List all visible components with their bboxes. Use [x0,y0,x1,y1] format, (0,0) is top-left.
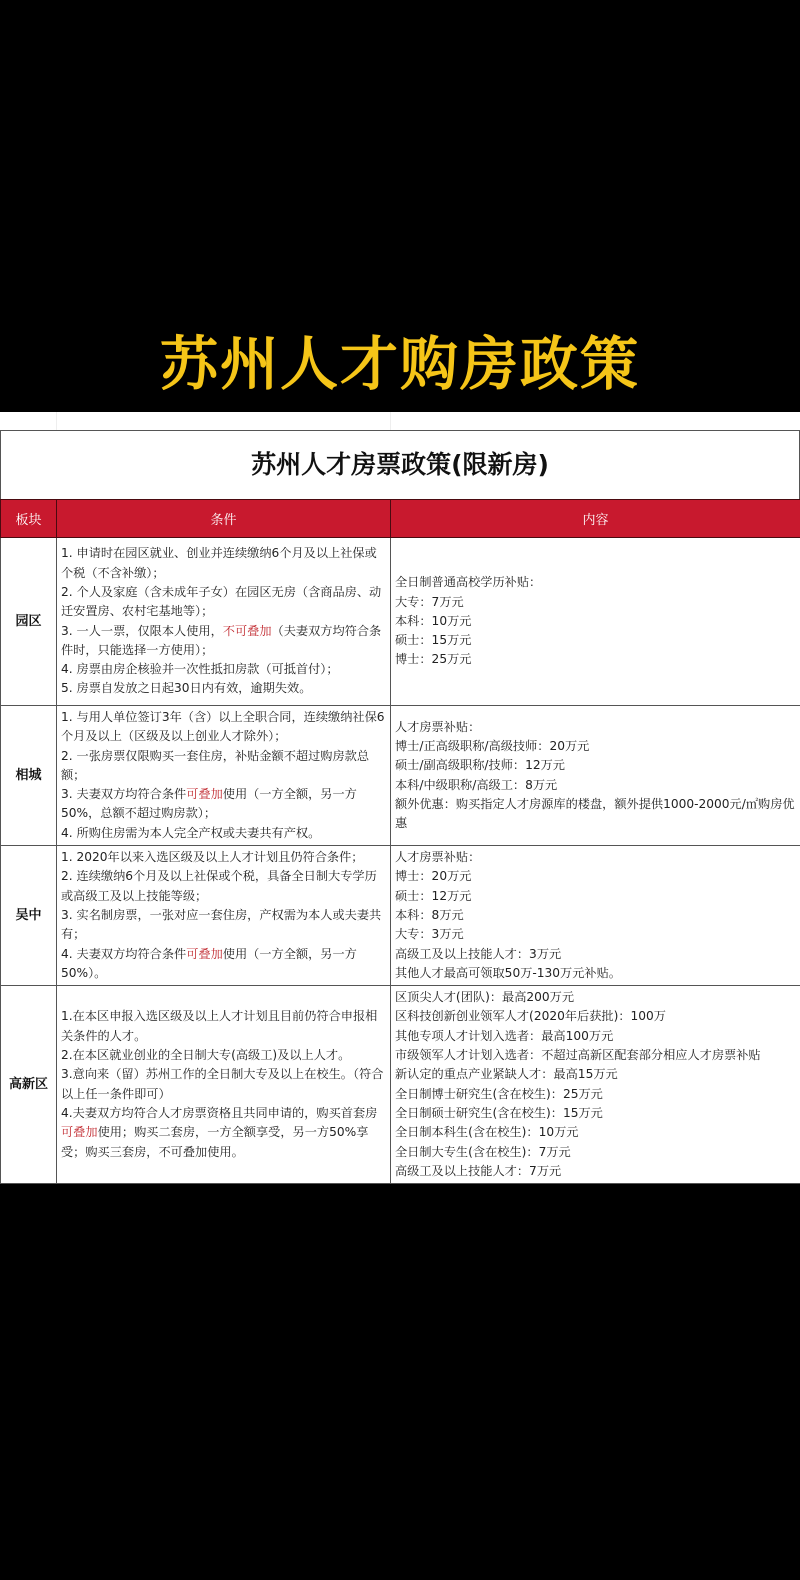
content-item: 区科技创新创业领军人才(2020年后获批)：100万 [395,1009,666,1024]
condition-item [61,708,386,747]
gridline [390,412,391,430]
condition-item [61,1007,386,1046]
condition-item [61,1104,386,1162]
content-item: 人才房票补贴： [395,719,481,734]
content-item: 全日制本科生(含在校生)：10万元 [395,1125,579,1140]
content-item: 博士：25万元 [395,652,472,667]
content-item: 全日制硕士研究生(含在校生)：15万元 [395,1105,603,1120]
condition-text: 3. 夫妻双方均符合条件 [61,787,187,802]
content-item: 全日制博士研究生(含在校生)：25万元 [395,1086,603,1101]
condition-text: 2. 个人及家庭（含未成年子女）在园区无房（含商品房、动迁安置房、农村宅基地等）； [61,584,382,619]
condition-item [61,785,386,824]
condition-item [61,622,386,661]
banner-title: 苏州人才购房政策 [159,330,640,398]
content-cell [391,538,800,706]
table-header-row [1,500,800,538]
condition-text: 1. 2020年以来入选区级及以上人才计划且仍符合条件； [61,850,364,865]
table-row [1,846,800,986]
condition-item [61,945,386,984]
content-cell [391,986,800,1184]
highlight-text: 不可叠加 [222,623,272,638]
content-item: 市级领军人才计划入选者：不超过高新区配套部分相应人才房票补贴 [395,1048,761,1063]
zone-cell: 高新区 [1,986,57,1184]
policy-table [0,499,800,1184]
condition-text: 2.在本区就业创业的全日制大专(高级工)及以上人才。 [61,1048,351,1063]
header-zone: 板块 [1,500,57,538]
gridline [56,412,57,430]
content-cell [391,846,800,986]
condition-text: 使用（一方全额，另一方50%，总额不超过购房款）； [61,787,357,821]
header-conditions: 条件 [57,500,391,538]
spreadsheet-gap-row [0,412,800,431]
condition-item [61,906,386,945]
zone-cell: 园区 [1,538,57,706]
content-item: 硕士：15万元 [395,633,472,648]
condition-item [61,1046,386,1065]
condition-text: 4.夫妻双方均符合人才房票资格且共同申请的，购买首套房 [61,1105,378,1120]
content-cell [391,706,800,846]
condition-text: 4. 所购住房需为本人完全产权或夫妻共有产权。 [61,825,321,840]
policy-sheet [0,430,800,1184]
content-item: 本科/中级职称/高级工：8万元 [395,777,558,792]
table-row [1,538,800,706]
condition-text: 4. 房票由房企核验并一次性抵扣房款（可抵首付）； [61,662,339,677]
condition-text: 3.意向来（留）苏州工作的全日制大专及以上在校生。（符合以上任一条件即可） [61,1067,384,1101]
condition-text: （夫妻双方均符合条件时，只能选择一方使用）； [61,623,382,657]
condition-text: 2. 连续缴纳6个月及以上社保或个税，具备全日制大专学历或高级工及以上技能等级； [61,869,377,903]
content-item: 人才房票补贴： [395,850,481,865]
content-item: 大专：3万元 [395,927,464,942]
condition-text: 1. 申请时在园区就业、创业并连续缴纳6个月及以上社保或个税（不含补缴）； [61,546,377,580]
condition-item [61,660,386,679]
content-item: 硕士/副高级职称/技师：12万元 [395,758,565,773]
highlight-text: 可叠加 [186,946,223,961]
highlight-text: 可叠加 [186,787,223,802]
condition-text: 3. 实名制房票，一张对应一套住房，产权需为本人或夫妻共有； [61,907,382,942]
condition-item [61,544,386,583]
header-content: 内容 [391,500,800,538]
condition-item [61,848,386,867]
conditions-cell [57,538,391,706]
conditions-cell [57,986,391,1184]
condition-item [61,1065,386,1104]
conditions-cell [57,846,391,986]
condition-text: 3. 一人一票，仅限本人使用， [61,623,223,638]
content-item: 新认定的重点产业紧缺人才：最高15万元 [395,1067,618,1082]
zone-cell: 相城 [1,706,57,846]
condition-text: 5. 房票自发放之日起30日内有效，逾期失效。 [61,681,312,696]
content-item: 额外优惠：购买指定人才房源库的楼盘，额外提供1000-2000元/㎡购房优惠 [395,796,795,831]
content-item: 区顶尖人才(团队)：最高200万元 [395,990,575,1005]
banner [0,0,800,412]
sheet-title: 苏州人才房票政策(限新房) [0,430,800,499]
condition-text: 1. 与用人单位签订3年（含）以上全职合同，连续缴纳社保6个月及以上（区级及以上创业人才除外）； [61,710,385,744]
condition-item [61,824,386,843]
table-row [1,706,800,846]
content-item: 博士/正高级职称/高级技师：20万元 [395,738,590,753]
condition-item [61,583,386,622]
content-item: 其他专项人才计划入选者：最高100万元 [395,1028,614,1043]
content-item: 硕士：12万元 [395,888,472,903]
table-row [1,986,800,1184]
condition-text: 使用；购买二套房，一方全额享受，另一方50%享受；购买三套房，不可叠加使用。 [61,1125,369,1159]
content-item: 博士：20万元 [395,869,472,884]
condition-item [61,679,386,698]
content-item: 本科：10万元 [395,613,472,628]
condition-item [61,747,386,786]
condition-text: 1.在本区申报入选区级及以上人才计划且目前仍符合申报相关条件的人才。 [61,1009,378,1043]
content-item: 本科：8万元 [395,907,464,922]
content-item: 其他人才最高可领取50万-130万元补贴。 [395,965,621,980]
highlight-text: 可叠加 [61,1125,98,1140]
zone-cell: 吴中 [1,846,57,986]
condition-item [61,867,386,906]
content-item: 大专：7万元 [395,594,464,609]
content-item: 高级工及以上技能人才：7万元 [395,1163,562,1178]
content-item: 全日制普通高校学历补贴： [395,575,542,590]
condition-text: 2. 一张房票仅限购买一套住房，补贴金额不超过购房款总额； [61,748,370,782]
condition-text: 4. 夫妻双方均符合条件 [61,946,187,961]
conditions-cell [57,706,391,846]
content-item: 全日制大专生(含在校生)：7万元 [395,1144,571,1159]
condition-text: 使用（一方全额，另一方50%）。 [61,946,357,980]
content-item: 高级工及以上技能人才：3万元 [395,946,562,961]
